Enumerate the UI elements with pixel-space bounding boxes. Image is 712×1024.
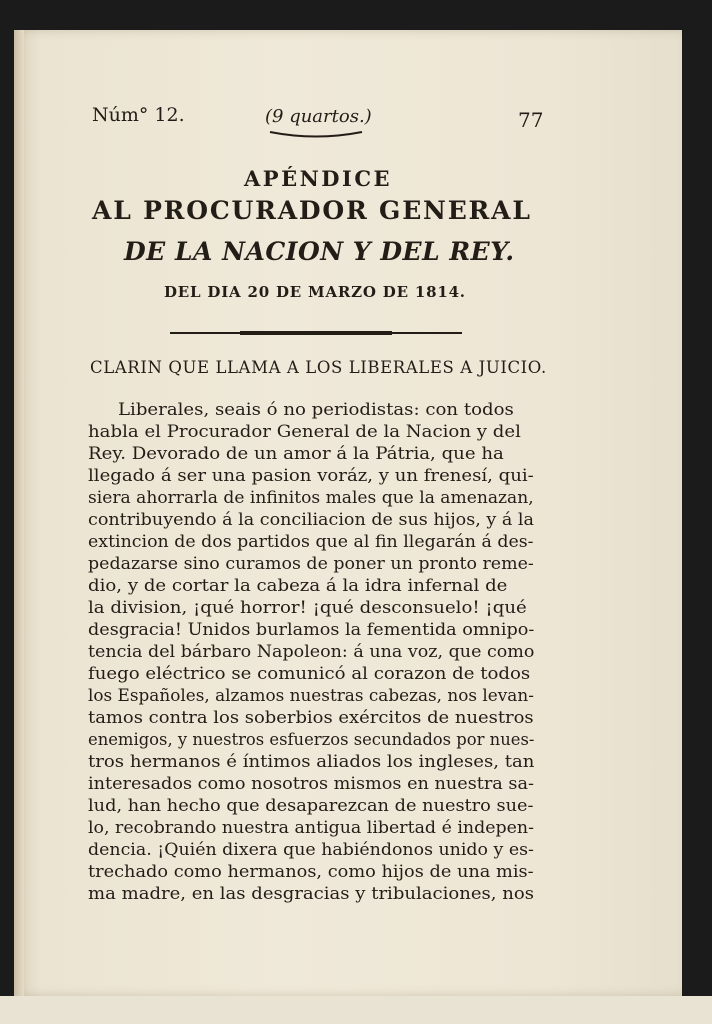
title-separator-rule [170,330,462,336]
scan-bottom-margin [0,996,712,1024]
page-number: 77 [518,108,544,132]
body-line: extincion de dos partidos que al fin llegarán á des- [88,531,534,551]
body-line: pedazarse sino curamos de poner un pronto reme- [88,553,534,573]
body-line: tros hermanos é íntimos aliados los ingleses, tan [88,751,535,771]
body-line: interesados como nosotros mismos en nuestra sa- [88,773,534,793]
body-line: fuego eléctrico se comunicó al corazon de todos [88,663,531,683]
body-line: lud, han hecho que desaparezcan de nuestro sue- [88,795,534,815]
body-line: trechado como hermanos, como hijos de una mis- [88,861,534,881]
body-line: tencia del bárbaro Napoleon: á una voz, que como [88,641,535,661]
body-line: dencia. ¡Quién dixera que habiéndonos unido y es- [88,839,534,859]
title-appendix: APÉNDICE [244,166,393,191]
issue-price: (9 quartos.) [265,106,372,127]
body-line: la division, ¡qué horror! ¡qué desconsuelo! ¡qué [88,597,527,617]
body-line: los Españoles, alzamos nuestras cabezas, nos levan- [88,685,534,705]
issue-date: DEL DIA 20 DE MARZO DE 1814. [164,283,466,301]
issue-number: Núm° 12. [92,104,185,126]
body-line: ma madre, en las desgracias y tribulaciones, nos [88,883,534,903]
body-line: desgracia! Unidos burlamos la fementida omnipo- [88,619,535,639]
body-line: habla el Procurador General de la Nacion y del [88,421,521,441]
body-line: dio, y de cortar la cabeza á la idra infernal de [88,575,508,595]
title-nacion-rey: DE LA NACION Y DEL REY. [124,237,515,266]
title-procurador-general: AL PROCURADOR GENERAL [92,196,532,225]
body-line: lo, recobrando nuestra antigua libertad é indepen- [88,817,534,837]
body-line: llegado á ser una pasion voráz, y un frenesí, qui- [88,465,534,485]
price-flourish-ornament [268,129,364,139]
section-heading: CLARIN QUE LLAMA A LOS LIBERALES A JUICIO. [90,358,547,377]
body-line: siera ahorrarla de infinitos males que la amenazan, [88,487,534,507]
body-line: Rey. Devorado de un amor á la Pátria, que ha [88,443,504,463]
page-gutter-shadow [14,30,24,996]
body-line: enemigos, y nuestros esfuerzos secundados por nues- [88,729,535,749]
body-line: tamos contra los soberbios exércitos de nuestros [88,707,534,727]
body-line: Liberales, seais ó no periodistas: con todos [118,399,514,419]
body-line: contribuyendo á la conciliacion de sus hijos, y á la [88,509,534,529]
